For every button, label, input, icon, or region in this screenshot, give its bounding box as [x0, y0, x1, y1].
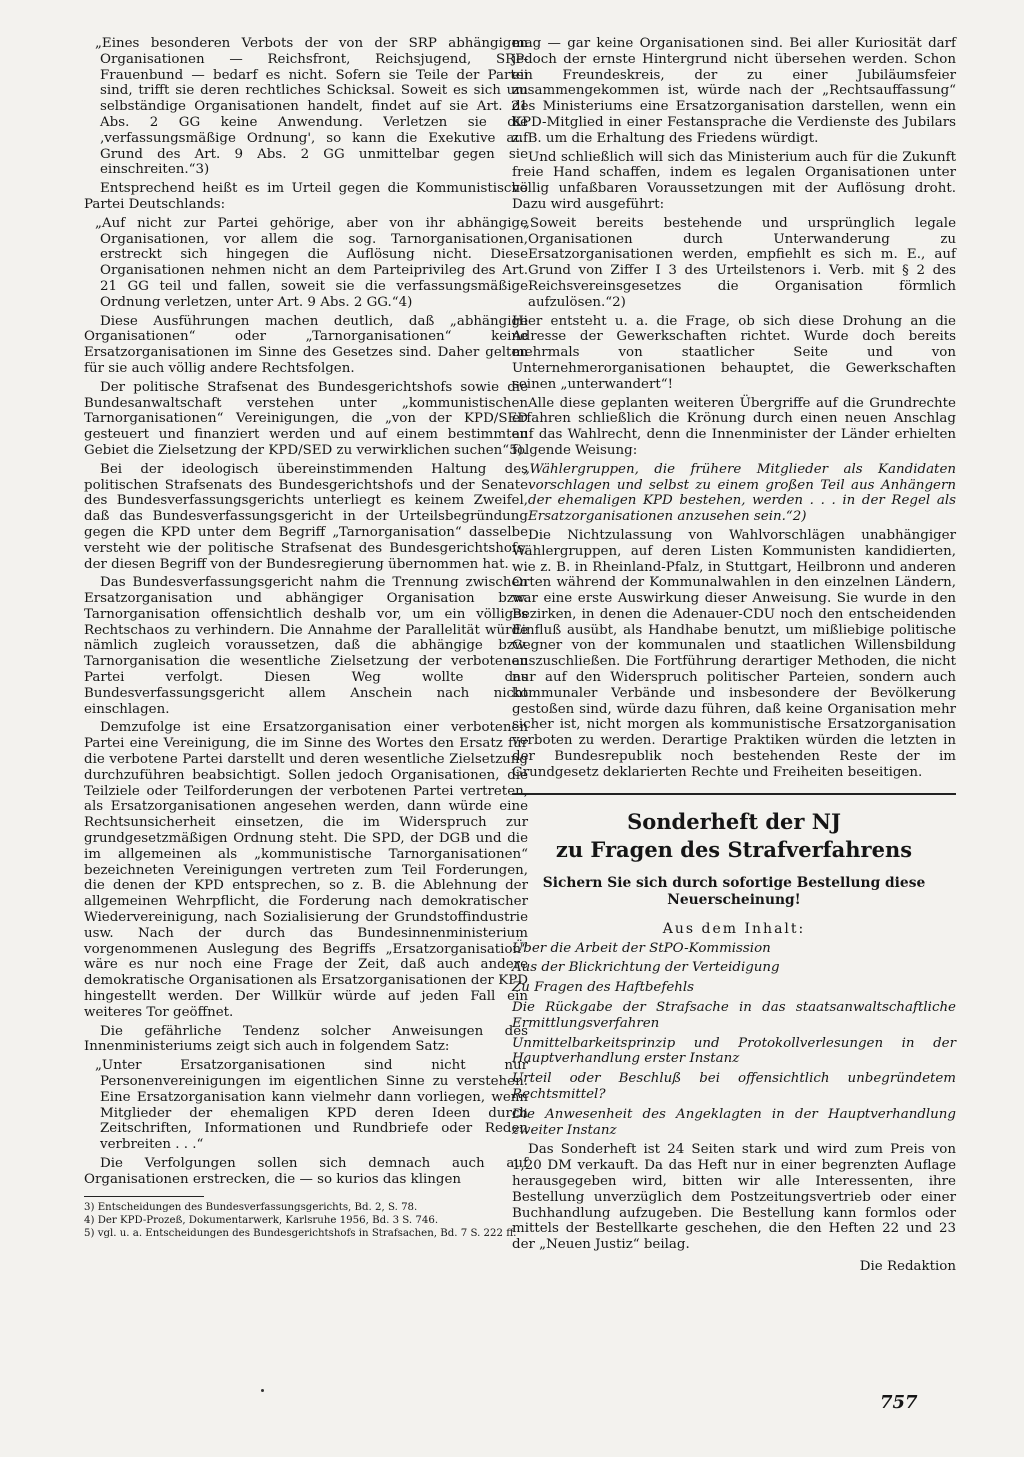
paragraph: Hier entsteht u. a. die Frage, ob sich diese Drohung an die Adresse der Gewerkschaften richtet. Wurde doch bereits mehrmals von staatlicher Seite und von Unternehmerorganisationen behauptet, die Gewerkschaften seinen „unterwandert“!	[512, 313, 956, 392]
footnote-divider	[84, 1196, 204, 1197]
paragraph: Bei der ideologisch übereinstimmenden Haltung des politischen Strafsenats des Bundesgerichtshofs und der Senate des Bundesverfassungsgerichts unterliegt es keinem Zweifel, daß das Bundesverfassungsgericht in der Urteilsbegründung gegen die KPD unter dem Begriff „Tarnorganisation“ dasselbe versteht wie der politische Strafsenat des Bundesgerichtshofs, der diesen Begriff von der Bundesregierung übernommen hat.	[84, 461, 528, 572]
footnote: 3) Entscheidungen des Bundesverfassungsgerichts, Bd. 2, S. 78.	[84, 1201, 418, 1213]
contents-item: Unmittelbarkeitsprinzip und Protokollverlesungen in der Hauptverhandlung erster Instanz	[512, 1035, 956, 1067]
footnote: 5) vgl. u. a. Entscheidungen des Bundesgerichtshofs in Strafsachen, Bd. 7 S. 222 ff.	[84, 1228, 517, 1240]
quote-srp: „Eines besonderen Verbots der von der SRP abhängigen Organisationen — Reichsfront, Reichsjugend, SRP-Frauenbund — bedarf es nicht. Sofern sie Teile der Partei sind, trifft sie deren rechtliches Schicksal. Soweit es sich um selbständige Organisationen handelt, findet auf sie Art. 21 Abs. 2 GG keine Anwendung. Verletzen sie die ‚verfassungsmäßige Ordnung', so kann die Exekutive auf Grund des Art. 9 Abs. 2 GG unmittelbar gegen sie einschreiten.“3)	[95, 36, 528, 178]
contents-item: Urteil oder Beschluß bei offensichtlich unbegründetem Rechtsmittel?	[512, 1071, 956, 1103]
paragraph: Alle diese geplanten weiteren Übergriffe auf die Grundrechte erfahren schließlich die Krönung durch einen neuen Anschlag auf das Wahlrecht, denn die Innenminister der Länder erhielten folgende Weisung:	[512, 395, 956, 458]
contents-item: Zu Fragen des Haftbefehls	[512, 980, 695, 996]
paragraph: Das Bundesverfassungsgericht nahm die Trennung zwischen Ersatzorganisation und abhängiger Organisation bzw. Tarnorganisation offensichtlich deshalb vor, um ein völliges Rechtschaos zu verhindern. Die Annahme der Parallelität würde nämlich zugleich voraussetzen, daß die abhängige bzw. Tarnorganisation die wesentliche Zielsetzung der verbotenen Partei verfolgt. Diesen Weg wollte das Bundesverfassungsgericht allem Anschein nach nicht einschlagen.	[84, 575, 528, 717]
right-column	[512, 36, 956, 1275]
paragraph-continued: mag — gar keine Organisationen sind. Bei aller Kuriosität darf jedoch der ernste Hintergrund nicht übersehen werden. Schon ein Freundeskreis, der zu einer Jubiläumsfeier zusammengekommen ist, würde nach der „Rechtsauffassung“ des Ministeriums eine Ersatzorganisation darstellen, wenn ein KPD-Mitglied in einer Festansprache die Verdienste des Jubilars z. B. um die Erhaltung des Friedens würdigt.	[512, 36, 956, 146]
contents-item: Die Anwesenheit des Angeklagten in der Hauptverhandlung zweiter Instanz	[512, 1106, 956, 1138]
ad-body: Das Sonderheft ist 24 Seiten stark und wird zum Preis von 1,20 DM verkauft. Da das Heft nur in einer begrenzten Auflage herausgegeben wird, bitten wir alle Interessenten, ihre Bestellung unverzüglich dem Postzeitungsvertrieb oder einer Buchhandlung aufzugeben. Die Bestellung kann formlos oder mittels der Bestellkarte geschehen, die den Heften 22 und 23 der „Neuen Justiz“ beilag.	[512, 1142, 956, 1253]
paragraph: Entsprechend heißt es im Urteil gegen die Kommunistische Partei Deutschlands:	[84, 181, 528, 212]
quote-dissolution: „Soweit bereits bestehende und ursprünglich legale Organisationen durch Unterwanderung zu Ersatzorganisationen werden, empfiehlt es sich m. E., auf Grund von Ziffer I 3 des Urteilstenors i. Verb. mit § 2 des Reichsvereinsgesetzes die Organisation förmlich aufzulösen.“2)	[523, 215, 956, 310]
ad-title-line-1: Sonderheft der NJ	[627, 808, 841, 834]
page-number: 757	[880, 1392, 918, 1413]
paragraph: Und schließlich will sich das Ministerium auch für die Zukunft freie Hand schaffen, indem es legalen Organisationen unter völlig unfaßbaren Voraussetzungen mit der Auflösung droht. Dazu wird ausgeführt:	[512, 149, 956, 212]
section-divider	[512, 793, 956, 795]
quote-voter-groups: „Wählergruppen, die frühere Mitglieder als Kandidaten vorschlagen und selbst zu einem großen Teil aus Anhängern der ehemaligen KPD bestehen, werden . . . in der Regel als Ersatzorganisationen anzusehen sein.“2)	[523, 461, 956, 525]
quote-ministry: „Unter Ersatzorganisationen sind nicht nur Personenvereinigungen im eigentlichen Sinne zu verstehen. Eine Ersatzorganisation kann vielmehr dann vorliegen, wenn Mitglieder der ehemaligen KPD deren Ideen durch Zeitschriften, Informationen und Rundbriefe oder Reden verbreiten . . .“	[95, 1058, 528, 1153]
ad-subtitle: Sichern Sie sich durch sofortige Bestellung diese Neuerscheinung!	[542, 874, 926, 908]
paragraph: Demzufolge ist eine Ersatzorganisation einer verbotenen Partei eine Vereinigung, die im Sinne des Wortes den Ersatz für die verbotene Partei darstellt und deren wesentliche Zielsetzung durchzuführen beabsichtigt. Sollen jedoch Organisationen, die Teilziele oder Teilforderungen der verbotenen Partei vertreten, als Ersatzorganisationen angesehen werden, dann würde eine Rechtsunsicherheit einsetzen, die im Widerspruch zur grundgesetzmäßigen Ordnung steht. Die SPD, der DGB und die im allgemeinen als „kommunistische Tarnorganisationen“ bezeichneten Vereinigungen vertreten zum Teil Forderungen, die denen der KPD entsprechen, so z. B. die Ablehnung der allgemeinen Wehrpflicht, die Forderung nach demokratischer Wiedervereinigung, nach Sozialisierung der Grundstoffindustrie usw. Nach der durch das Bundesinnenministerium vorgenommenen Auslegung des Begriffs „Ersatzorganisation“ wäre es nur noch eine Frage der Zeit, daß auch andere demokratische Organisationen als Ersatzorganisationen der KPD hingestellt werden. Der Willkür würde auf jeden Fall ein weiteres Tor geöffnet.	[84, 720, 528, 1020]
advertisement-box	[512, 809, 956, 1275]
print-speck	[261, 1389, 264, 1392]
footnote: 4) Der KPD-Prozeß, Dokumentarwerk, Karlsruhe 1956, Bd. 3 S. 746.	[84, 1214, 439, 1226]
quote-kpd-judgment: „Auf nicht zur Partei gehörige, aber von ihr abhängige Organisationen, vor allem die sog. Tarnorganisationen, erstreckt sich hingegen die Auflösung nicht. Diese Organisationen nehmen nicht an dem Parteiprivileg des Art. 21 GG teil und fallen, soweit sie die verfassungsmäßige Ordnung verletzen, unter Art. 9 Abs. 2 GG.“4)	[95, 215, 528, 310]
contents-item: Die Rückgabe der Strafsache in das staatsanwaltschaftliche Ermittlungsverfahren	[512, 1000, 956, 1031]
contents-label: Aus dem Inhalt:	[662, 920, 806, 937]
contents-item: Aus der Blickrichtung der Verteidigung	[512, 960, 780, 976]
paragraph: Die gefährliche Tendenz solcher Anweisungen des Innenministeriums zeigt sich auch in folgendem Satz:	[84, 1023, 528, 1055]
paragraph: Diese Ausführungen machen deutlich, daß „abhängige Organisationen“ oder „Tarnorganisationen“ keine Ersatzorganisationen im Sinne des Gesetzes sind. Daher gelten für sie auch völlig andere Rechtsfolgen.	[84, 313, 528, 376]
left-column	[84, 36, 528, 1242]
ad-title-line-2: zu Fragen des Strafverfahrens	[555, 836, 913, 862]
paragraph: Die Nichtzulassung von Wahlvorschlägen unabhängiger Wählergruppen, auf deren Listen Kommunisten kandidierten, wie z. B. in Rheinland-Pfalz, in Stuttgart, Heilbronn und anderen Orten während der Kommunalwahlen in den einzelnen Ländern, war eine erste Auswirkung dieser Anweisung. Sie wurde in den Bezirken, in denen die Adenauer-CDU noch den entscheidenden Einfluß ausübt, als Handhabe benutzt, um mißliebige politische Gegner von der kommunalen und staatlichen Willensbildung auszuschließen. Die Fortführung derartiger Methoden, die nicht nur auf den Widerspruch politischer Parteien, sondern auch kommunaler Verbände und insbesondere der Bevölkerung gestoßen sind, würde dazu führen, daß keine Organisation mehr sicher ist, nicht morgen als kommunistische Ersatzorganisation verboten zu werden. Derartige Praktiken würden die letzten in der Bundesrepublik noch bestehenden Reste der im Grundgesetz deklarierten Rechte und Freiheiten beseitigen.	[512, 527, 956, 780]
contents-item: Über die Arbeit der StPO-Kommission	[512, 940, 771, 956]
paragraph: Die Verfolgungen sollen sich demnach auch auf Organisationen erstrecken, die — so kurios das klingen	[84, 1155, 528, 1187]
paragraph: Der politische Strafsenat des Bundesgerichtshofs sowie die Bundesanwaltschaft verstehen unter „kommunistischen Tarnorganisationen“ Vereinigungen, die „von der KPD/SED gesteuert und finanziert werden und auf einem bestimmten Gebiet die Zielsetzung der KPD/SED zu verwirklichen suchen“5).	[84, 379, 528, 458]
signature: Die Redaktion	[859, 1259, 956, 1274]
